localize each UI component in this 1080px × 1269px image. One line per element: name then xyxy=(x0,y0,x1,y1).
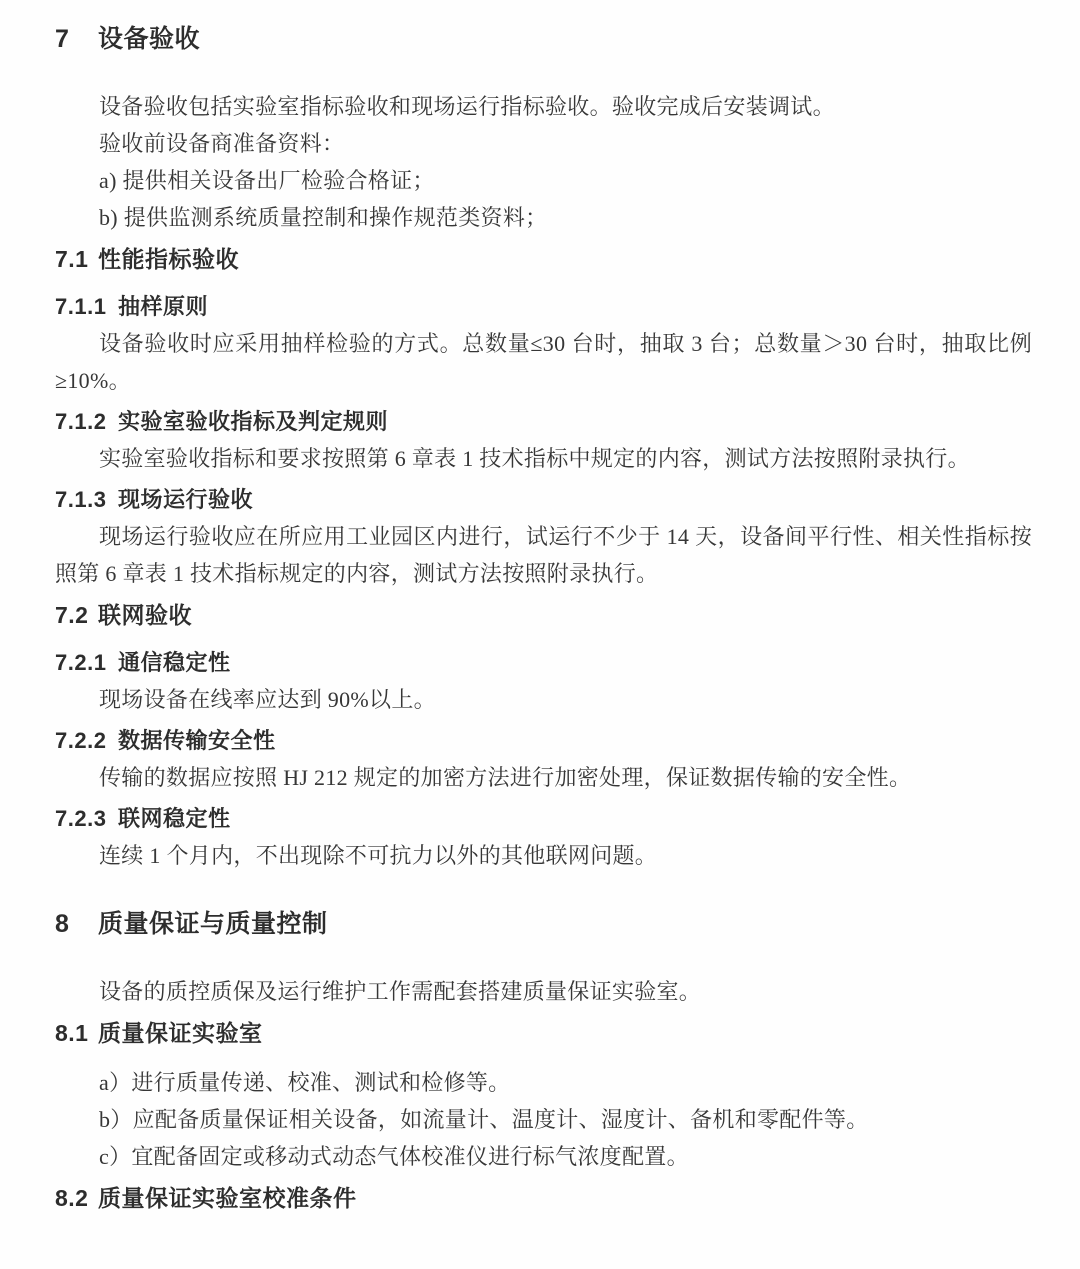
paragraph: 设备验收包括实验室指标验收和现场运行指标验收。验收完成后安装调试。 xyxy=(99,94,835,119)
section-heading-7.1 xyxy=(55,242,1032,276)
paragraph: 设备的质控质保及运行维护工作需配套搭建质量保证实验室。 xyxy=(99,979,702,1004)
section-heading-7.2.3 xyxy=(55,802,1032,836)
section-number: 7.1.2 xyxy=(55,409,107,434)
section-heading-7.1.3 xyxy=(55,483,1032,517)
section-number: 7.1.3 xyxy=(55,487,107,512)
section-number: 8 xyxy=(55,910,70,938)
paragraph: 实验室验收指标和要求按照第 6 章表 1 技术指标中规定的内容，测试方法按照附录执行。 xyxy=(99,446,970,471)
paragraph: 设备验收时应采用抽样检验的方式。总数量≤30 台时，抽取 3 台；总数量＞30 台时，抽取比例≥10%。 xyxy=(55,331,1032,393)
paragraph: 传输的数据应按照 HJ 212 规定的加密方法进行加密处理，保证数据传输的安全性。 xyxy=(99,765,912,790)
paragraph: 现场运行验收应在所应用工业园区内进行，试运行不少于 14 天，设备间平行性、相关性指标按照第 6 章表 1 技术指标规定的内容，测试方法按照附录执行。 xyxy=(55,524,1032,586)
paragraph: 现场设备在线率应达到 90%以上。 xyxy=(99,687,436,712)
section-number: 8.1 xyxy=(55,1020,89,1046)
section-title: 质量保证与质量控制 xyxy=(98,910,328,938)
section-title: 质量保证实验室校准条件 xyxy=(98,1185,357,1211)
section-title: 质量保证实验室 xyxy=(98,1020,263,1046)
section-heading-7 xyxy=(55,22,1032,56)
section-heading-7.2.1 xyxy=(55,646,1032,680)
section-heading-7.2 xyxy=(55,598,1032,632)
paragraph: 验收前设备商准备资料： xyxy=(99,131,345,156)
section-heading-8 xyxy=(55,907,1032,941)
section-number: 8.2 xyxy=(55,1185,89,1211)
paragraph: 连续 1 个月内，不出现除不可抗力以外的其他联网问题。 xyxy=(99,843,658,868)
section-number: 7.2.2 xyxy=(55,728,107,753)
section-heading-7.1.1 xyxy=(55,290,1032,324)
section-title: 设备验收 xyxy=(98,25,201,53)
section-title: 现场运行验收 xyxy=(118,487,254,512)
section-heading-8.1 xyxy=(55,1016,1032,1050)
section-number: 7.2.3 xyxy=(55,806,107,831)
section-heading-7.1.2 xyxy=(55,405,1032,439)
section-number: 7 xyxy=(55,25,70,53)
section-number: 7.2.1 xyxy=(55,650,107,675)
section-title: 实验室验收指标及判定规则 xyxy=(118,409,389,434)
list-item: b）应配备质量保证相关设备，如流量计、温度计、湿度计、备机和零配件等。 xyxy=(99,1107,869,1132)
section-number: 7.1.1 xyxy=(55,294,107,319)
list-item: a) 提供相关设备出厂检验合格证； xyxy=(99,168,435,193)
section-title: 数据传输安全性 xyxy=(118,728,276,753)
section-heading-7.2.2 xyxy=(55,724,1032,758)
list-item: c）宜配备固定或移动式动态气体校准仪进行标气浓度配置。 xyxy=(99,1144,689,1169)
document-content xyxy=(55,22,1032,1215)
section-title: 通信稳定性 xyxy=(118,650,231,675)
section-heading-8.2 xyxy=(55,1181,1032,1215)
section-title: 抽样原则 xyxy=(118,294,209,319)
section-number: 7.1 xyxy=(55,246,89,272)
section-title: 联网稳定性 xyxy=(118,806,231,831)
list-item: a）进行质量传递、校准、测试和检修等。 xyxy=(99,1070,511,1095)
section-title: 性能指标验收 xyxy=(98,246,239,272)
section-number: 7.2 xyxy=(55,602,89,628)
section-title: 联网验收 xyxy=(98,602,192,628)
list-item: b) 提供监测系统质量控制和操作规范类资料； xyxy=(99,205,548,230)
